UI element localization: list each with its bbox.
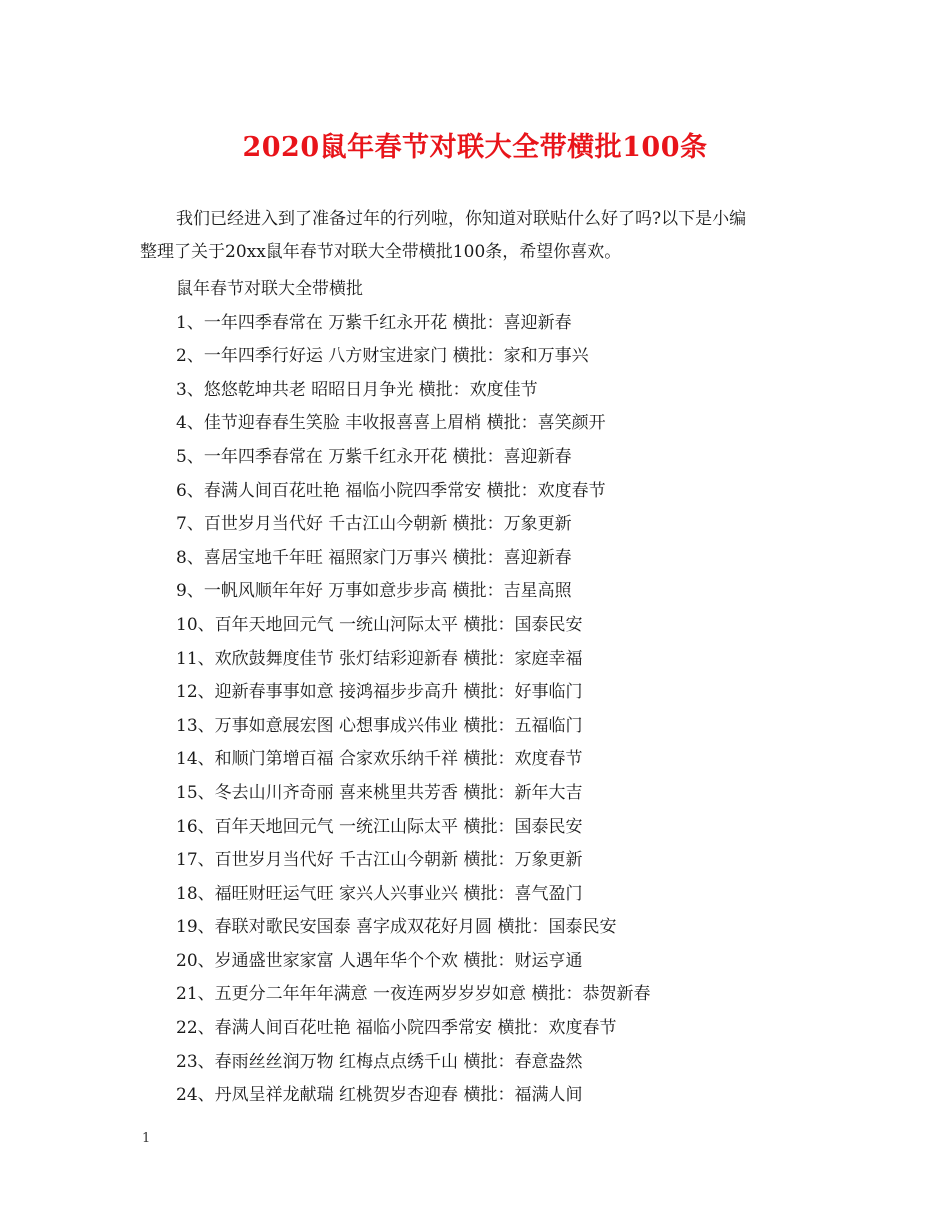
- couplet-item: 20、岁通盛世家家富 人遇年华个个欢 横批：财运亨通: [176, 950, 583, 971]
- couplet-item: 13、万事如意展宏图 心想事成兴伟业 横批：五福临门: [176, 715, 583, 736]
- document-title: 2020鼠年春节对联大全带横批100条: [242, 132, 708, 163]
- intro-line-2: 整理了关于20xx鼠年春节对联大全带横批100条，希望你喜欢。: [140, 242, 622, 262]
- couplet-list: [176, 273, 876, 1113]
- couplet-item: 5、一年四季春常在 万紫千红永开花 横批：喜迎新春: [176, 446, 572, 467]
- couplet-item: 4、佳节迎春春生笑脸 丰收报喜喜上眉梢 横批：喜笑颜开: [176, 413, 606, 434]
- intro-paragraph: [140, 203, 820, 269]
- couplet-item: 14、和顺门第增百福 合家欢乐纳千祥 横批：欢度春节: [176, 749, 583, 770]
- couplet-item: 1、一年四季春常在 万紫千红永开花 横批：喜迎新春: [176, 312, 572, 333]
- couplet-item: 2、一年四季行好运 八方财宝进家门 横批：家和万事兴: [176, 346, 589, 367]
- couplet-item: 22、春满人间百花吐艳 福临小院四季常安 横批：欢度春节: [176, 1018, 617, 1039]
- couplet-item: 6、春满人间百花吐艳 福临小院四季常安 横批：欢度春节: [176, 480, 606, 501]
- section-heading: 鼠年春节对联大全带横批: [176, 279, 363, 299]
- couplet-item: 21、五更分二年年年满意 一夜连两岁岁岁如意 横批：恭贺新春: [176, 984, 651, 1005]
- couplet-item: 10、百年天地回元气 一统山河际太平 横批：国泰民安: [176, 614, 583, 635]
- couplet-item: 18、福旺财旺运气旺 家兴人兴事业兴 横批：喜气盈门: [176, 883, 583, 904]
- couplet-item: 17、百世岁月当代好 千古江山今朝新 横批：万象更新: [176, 850, 583, 871]
- page-number: 1: [142, 1131, 151, 1146]
- couplet-item: 19、春联对歌民安国泰 喜字成双花好月圆 横批：国泰民安: [176, 917, 617, 938]
- couplet-item: 12、迎新春事事如意 接鸿福步步高升 横批：好事临门: [176, 682, 583, 703]
- couplet-item: 16、百年天地回元气 一统江山际太平 横批：国泰民安: [176, 816, 583, 837]
- couplet-item: 8、喜居宝地千年旺 福照家门万事兴 横批：喜迎新春: [176, 547, 572, 568]
- couplet-item: 15、冬去山川齐奇丽 喜来桃里共芳香 横批：新年大吉: [176, 782, 583, 803]
- couplet-item: 9、一帆风顺年年好 万事如意步步高 横批：吉星高照: [176, 581, 572, 602]
- intro-line-1: 我们已经进入到了准备过年的行列啦，你知道对联贴什么好了吗?以下是小编: [176, 209, 747, 229]
- couplet-item: 7、百世岁月当代好 千古江山今朝新 横批：万象更新: [176, 514, 572, 535]
- couplet-item: 23、春雨丝丝润万物 红梅点点绣千山 横批：春意盎然: [176, 1051, 583, 1072]
- couplet-item: 24、丹凤呈祥龙献瑞 红桃贺岁杏迎春 横批：福满人间: [176, 1085, 583, 1106]
- couplet-item: 11、欢欣鼓舞度佳节 张灯结彩迎新春 横批：家庭幸福: [176, 648, 583, 669]
- couplet-item: 3、悠悠乾坤共老 昭昭日月争光 横批：欢度佳节: [176, 379, 538, 400]
